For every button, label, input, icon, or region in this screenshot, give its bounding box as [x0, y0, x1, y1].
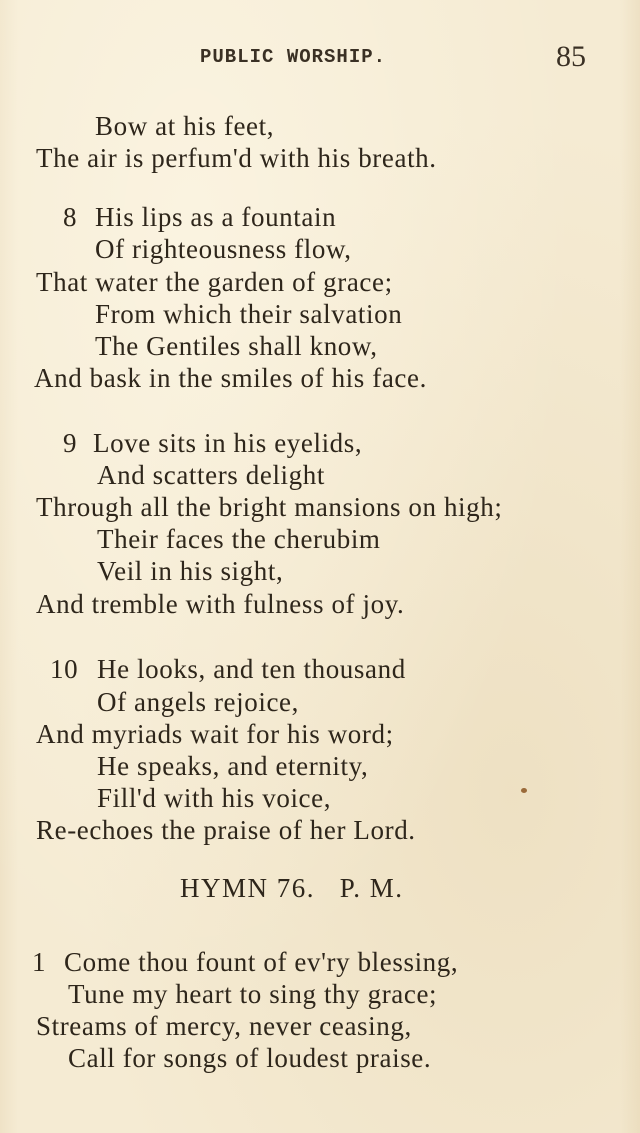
- verse-line: Veil in his sight,: [97, 556, 284, 586]
- verse-line: Come thou fount of ev'ry blessing,: [64, 947, 459, 977]
- verse-line: He looks, and ten thousand: [97, 654, 406, 684]
- verse-line: Of angels rejoice,: [97, 687, 299, 717]
- verse-line: And myriads wait for his word;: [36, 719, 394, 749]
- verse-line: Love sits in his eyelids,: [93, 428, 363, 458]
- verse-line: And scatters delight: [97, 460, 325, 490]
- verse-line: His lips as a fountain: [95, 202, 337, 232]
- stanza-number: 10: [50, 654, 79, 684]
- stanza-number: 9: [63, 428, 78, 458]
- running-title: PUBLIC WORSHIP.: [200, 46, 387, 68]
- verse-line: Bow at his feet,: [95, 111, 275, 141]
- verse-line: Tune my heart to sing thy grace;: [68, 979, 438, 1009]
- running-head: [0, 40, 640, 76]
- verse-line: He speaks, and eternity,: [97, 751, 369, 781]
- verse-line: And bask in the smiles of his face.: [34, 363, 427, 393]
- page-number: 85: [556, 40, 586, 73]
- paper-stain: [521, 788, 527, 793]
- verse-line: Fill'd with his voice,: [97, 783, 332, 813]
- verse-line: Streams of mercy, never ceasing,: [36, 1011, 412, 1041]
- verse-line: Their faces the cherubim: [97, 524, 381, 554]
- verse-line: Of righteousness flow,: [95, 234, 352, 264]
- stanza-number: 8: [63, 202, 78, 232]
- verse-line: From which their salvation: [95, 299, 403, 329]
- verse-line: And tremble with fulness of joy.: [36, 589, 405, 619]
- verse-line: Call for songs of loudest praise.: [68, 1043, 432, 1073]
- stanza-number: 1: [32, 947, 47, 977]
- verse-line: Re-echoes the praise of her Lord.: [36, 815, 416, 845]
- verse-line: The air is perfum'd with his breath.: [36, 143, 437, 173]
- hymn-heading: HYMN 76. P. M.: [180, 873, 404, 903]
- verse-line: Through all the bright mansions on high;: [36, 492, 503, 522]
- verse-line: The Gentiles shall know,: [95, 331, 378, 361]
- verse-line: That water the garden of grace;: [36, 267, 393, 297]
